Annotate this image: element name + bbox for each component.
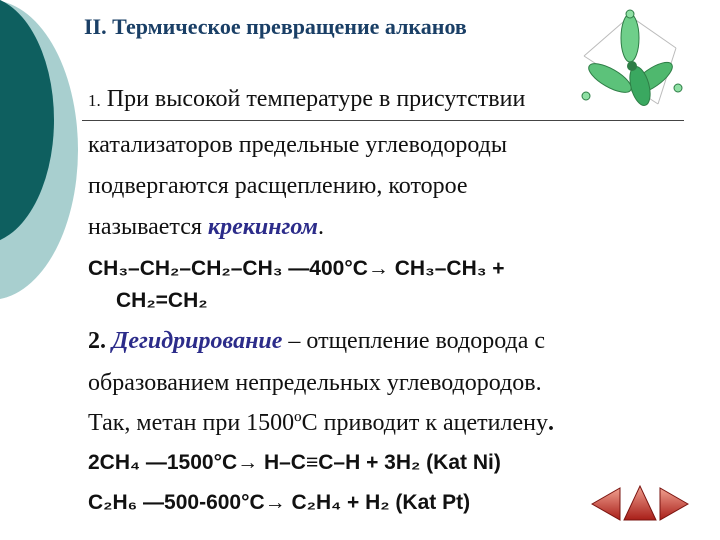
paragraph-1-number: 1. xyxy=(88,91,101,110)
arrow-right-icon[interactable] xyxy=(660,488,688,520)
paragraph-1-line-3: подвергаются расщеплению, которое xyxy=(88,173,468,199)
divider-line xyxy=(82,120,684,121)
arrow-left-icon[interactable] xyxy=(592,488,620,520)
paragraph-1-text-1: При высокой температуре в присутствии xyxy=(100,86,526,112)
paragraph-2-text-3: Так, метан при 1500ºС приводит к ацетилену xyxy=(88,410,548,436)
methane-orbital-model-icon xyxy=(578,8,688,108)
paragraph-1-text-4: называется xyxy=(88,214,208,240)
paragraph-1-line-4 xyxy=(88,212,324,242)
paragraph-1-line-1 xyxy=(88,84,525,114)
paragraph-2-text-1: – отщепление водорода с xyxy=(282,328,546,354)
paragraph-2-line-2: образованием непредельных углеводородов. xyxy=(88,370,542,396)
equation-methane: 2CH₄ —1500°C→ H–C≡C–H + 3H₂ (Kat Ni) xyxy=(88,451,501,474)
paragraph-1-line-2: катализаторов предельные углеводороды xyxy=(88,132,507,158)
slide-navigation xyxy=(590,484,690,524)
paragraph-2-number: 2. xyxy=(88,328,106,354)
paragraph-2-line-3 xyxy=(88,408,554,438)
term-dehydrogenation: Дегидрирование xyxy=(112,328,283,354)
equation-cracking-line-1: CH₃–CH₂–CH₂–CH₃ —400°C→ CH₃–CH₃ + xyxy=(88,257,505,280)
slide-decoration xyxy=(0,0,80,540)
equation-ethane: C₂H₆ —500-600°C→ C₂H₄ + H₂ (Kat Pt) xyxy=(88,491,471,514)
term-cracking: крекингом xyxy=(207,214,318,240)
slide-title: II. Термическое превращение алканов xyxy=(84,14,467,39)
equation-cracking-line-2: CH₂=CH₂ xyxy=(116,289,208,312)
paragraph-2-line-1 xyxy=(88,326,545,356)
paragraph-2-period: . xyxy=(547,410,554,436)
arrow-up-icon[interactable] xyxy=(624,486,656,520)
paragraph-1-period: . xyxy=(317,214,324,240)
